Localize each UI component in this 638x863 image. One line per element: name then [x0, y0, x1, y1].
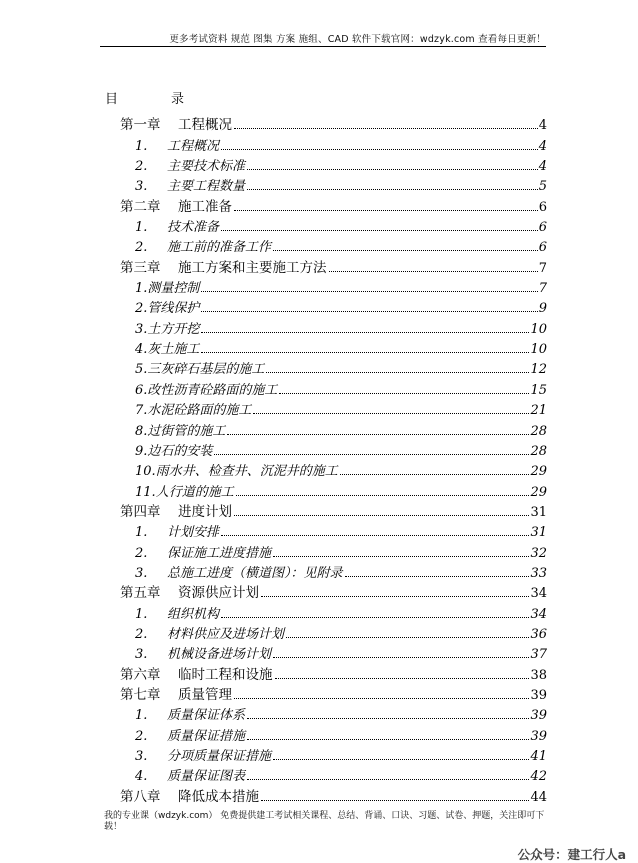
toc-entry-label: [120, 643, 273, 662]
toc-page-number: 10: [530, 342, 547, 358]
toc-page-number: 6: [538, 199, 547, 215]
toc-entry-label: [120, 318, 201, 337]
toc-entry[interactable]: [120, 540, 547, 560]
toc-entry-text: 分项质量保证措施: [167, 749, 272, 764]
toc-entry[interactable]: [120, 255, 547, 275]
toc-entry-label: [120, 420, 227, 439]
toc-entry-text: 施工前的准备工作: [167, 240, 272, 256]
toc-entry[interactable]: [120, 479, 547, 499]
toc-entry[interactable]: [120, 418, 547, 438]
toc-entry[interactable]: [120, 357, 547, 377]
toc-entry-number: 2.: [135, 240, 148, 256]
toc-leader-dots: [214, 454, 529, 455]
toc-leader-dots: [247, 189, 538, 190]
toc-entry-label: [120, 745, 273, 764]
toc-entry-label: [120, 379, 279, 398]
toc-entry-number: 9.: [135, 443, 148, 459]
toc-entry-number: 1.: [135, 138, 148, 154]
toc-page-number: 32: [530, 545, 547, 561]
toc-entry-number: 第二章: [120, 198, 161, 215]
toc-entry-label: [120, 135, 221, 154]
toc-entry-text: 材料供应及进场计划: [167, 626, 285, 642]
toc-entry-text: 保证施工进度措施: [167, 545, 272, 561]
toc-entry-number: 1.: [135, 606, 148, 622]
toc-leader-dots: [329, 271, 538, 272]
toc-entry-number: 8.: [135, 423, 148, 439]
toc-entry-text: 施工准备: [178, 198, 232, 215]
header-rule: [100, 46, 546, 47]
toc-page-number: 41: [530, 749, 547, 764]
toc-entry-label: [120, 440, 214, 459]
toc-entry[interactable]: [120, 520, 547, 540]
toc-entry-number: 11.: [135, 484, 156, 500]
toc-entry[interactable]: [120, 561, 547, 581]
toc-entry[interactable]: [120, 398, 547, 418]
toc-entry[interactable]: [120, 439, 547, 459]
toc-leader-dots: [275, 678, 530, 679]
toc-leader-dots: [201, 332, 529, 333]
toc-entry-number: 2.: [135, 545, 148, 561]
toc-entry[interactable]: [120, 683, 547, 703]
toc-entry[interactable]: [120, 500, 547, 520]
toc-entry-number: 第三章: [120, 259, 161, 276]
toc-page-number: 12: [530, 362, 547, 378]
toc-leader-dots: [221, 230, 538, 231]
toc-entry-number: 2.: [135, 159, 148, 175]
toc-page-number: 4: [538, 159, 547, 175]
toc-entry-number: 第七章: [120, 686, 161, 703]
toc-entry-label: [120, 358, 266, 377]
toc-entry-label: [120, 603, 221, 622]
toc-entry-number: 第八章: [120, 788, 161, 805]
toc-leader-dots: [201, 311, 537, 312]
toc-entry[interactable]: [120, 154, 547, 174]
toc-entry-label: [120, 338, 201, 357]
toc-leader-dots: [227, 434, 529, 435]
toc-entry-number: 7.: [135, 403, 148, 419]
toc-entry-text: 管线保护: [147, 301, 200, 317]
toc-entry-label: [120, 663, 275, 683]
toc-page-number: 28: [530, 443, 547, 459]
toc-entry-text: 工程概况: [178, 117, 232, 134]
toc-entry-number: 第六章: [120, 666, 161, 683]
toc-leader-dots: [221, 149, 538, 150]
toc-entry[interactable]: [120, 662, 547, 682]
toc-entry-number: 10.: [135, 464, 156, 480]
toc-entry[interactable]: [120, 194, 547, 214]
toc-entry-number: 1.: [135, 281, 148, 297]
toc-page-number: 6: [538, 240, 547, 256]
toc-page-number: 4: [538, 118, 547, 134]
toc-entry-number: 2.: [135, 301, 148, 317]
toc-entry-label: [120, 704, 247, 723]
toc-page-number: 28: [530, 423, 547, 439]
toc-entry-label: [120, 216, 221, 235]
toc-leader-dots: [201, 291, 537, 292]
toc-leader-dots: [253, 413, 529, 414]
toc-entry-number: 第五章: [120, 585, 161, 602]
toc-entry[interactable]: [120, 174, 547, 194]
toc-leader-dots: [201, 352, 529, 353]
toc-entry[interactable]: [120, 601, 547, 621]
toc-page-number: 7: [538, 281, 547, 297]
toc-entry-text: 水泥砼路面的施工: [147, 403, 252, 419]
toc-entry[interactable]: [120, 133, 547, 153]
toc-entry-number: 3.: [135, 647, 148, 663]
toc-leader-dots: [266, 372, 529, 373]
toc-entry-label: [120, 460, 340, 479]
toc-entry-label: [120, 399, 253, 418]
toc-leader-dots: [234, 515, 529, 516]
toc-entry-text: 质量保证措施: [167, 728, 246, 744]
toc-page-number: 39: [530, 708, 547, 724]
toc-leader-dots: [345, 576, 530, 577]
toc-entry-text: 边石的安装: [147, 443, 213, 459]
toc-entry[interactable]: [120, 622, 547, 642]
toc-leader-dots: [247, 739, 529, 740]
toc-entry-text: 施工方案和主要施工方法: [178, 259, 327, 276]
toc-page-number: 29: [530, 464, 547, 480]
toc-title-right: 录: [171, 92, 185, 107]
toc-entry-text: 雨水井、检查井、沉泥井的施工: [155, 464, 338, 480]
toc-entry-text: 组织机构: [167, 606, 220, 622]
toc-entry[interactable]: [120, 459, 547, 479]
page-footer: 我的专业课（wdzyk.com） 免费提供建工考试相关课程、总结、背诵、口诀、习题、试卷、押题，关注即可下载！: [104, 811, 545, 832]
toc-page-number: 36: [530, 626, 547, 642]
toc-entry-text: 主要工程数量: [167, 179, 246, 195]
toc-entry-number: 2.: [135, 626, 148, 642]
toc-leader-dots: [247, 718, 529, 719]
toc-entry-number: 1.: [135, 220, 148, 236]
toc-leader-dots: [234, 210, 538, 211]
toc-entry-text: 灰土施工: [147, 342, 200, 358]
toc-entry[interactable]: [120, 235, 547, 255]
toc-entry-number: 1.: [135, 708, 148, 724]
toc-page-number: 42: [530, 769, 547, 785]
toc-entry-text: 土方开挖: [147, 321, 200, 337]
toc-entry-number: 4.: [135, 769, 148, 785]
toc-page-number: 39: [530, 728, 547, 744]
toc-leader-dots: [261, 596, 529, 597]
toc-entry[interactable]: [120, 764, 547, 784]
toc-leader-dots: [247, 779, 529, 780]
toc-entry-text: 质量管理: [178, 686, 232, 703]
toc-entry-text: 人行道的施工: [155, 484, 234, 500]
toc-entry-number: 6.: [135, 382, 148, 398]
toc-entry[interactable]: [120, 723, 547, 743]
toc-entry[interactable]: [120, 316, 547, 336]
toc-page-number: 10: [530, 321, 547, 337]
toc-leader-dots: [234, 128, 538, 129]
toc-page-number: 44: [530, 789, 547, 805]
toc-entry-number: 4.: [135, 342, 148, 358]
toc-entry-text: 技术准备: [167, 220, 220, 236]
toc-entry-text: 过街管的施工: [147, 423, 226, 439]
toc-entry-number: 3.: [135, 565, 148, 581]
toc-leader-dots: [221, 535, 529, 536]
toc-entry-label: [120, 155, 247, 174]
toc-entry-text: 资源供应计划: [178, 585, 259, 602]
toc-entry-number: 2.: [135, 728, 148, 744]
toc-leader-dots: [286, 637, 529, 638]
toc-entry[interactable]: [120, 113, 547, 133]
toc-page-number: 21: [530, 403, 547, 419]
toc-entry-number: 第一章: [120, 117, 161, 134]
toc-entry-label: [120, 581, 261, 601]
toc-entry[interactable]: [120, 276, 547, 296]
toc-entry[interactable]: [120, 642, 547, 662]
toc-entry-number: 5.: [135, 362, 148, 378]
toc-entry[interactable]: [120, 581, 547, 601]
toc-page-number: 29: [530, 484, 547, 500]
toc-entry-label: [120, 113, 234, 133]
toc-entry-label: [120, 195, 234, 215]
toc-page-number: 34: [530, 586, 547, 602]
toc-entry-text: 总施工进度（横道图）：见附录: [167, 565, 343, 581]
toc-entry-label: [120, 481, 236, 500]
toc-leader-dots: [234, 698, 529, 699]
toc-entry-label: [120, 277, 201, 296]
toc-entry-label: [120, 256, 329, 276]
toc-leader-dots: [273, 250, 538, 251]
toc-page-number: 31: [530, 504, 547, 520]
toc-entry-text: 临时工程和设施: [178, 666, 273, 683]
toc-entry-text: 工程概况: [167, 138, 220, 154]
toc-leader-dots: [273, 759, 529, 760]
toc-entry[interactable]: [120, 296, 547, 316]
toc-entry-label: [120, 236, 273, 255]
toc-entry-text: 质量保证体系: [167, 708, 246, 724]
toc-page-number: 7: [538, 260, 547, 276]
page-header: 更多考试资料 规范 图集 方案 施组、CAD 软件下载官网：wdzyk.com 查看每日更新！: [169, 34, 546, 45]
toc-entry-text: 改性沥青砼路面的施工: [147, 382, 278, 398]
toc-entry[interactable]: [120, 215, 547, 235]
table-of-contents: [120, 113, 547, 805]
toc-entry[interactable]: [120, 784, 547, 804]
toc-leader-dots: [221, 617, 529, 618]
toc-leader-dots: [273, 657, 529, 658]
toc-entry-text: 测量控制: [147, 281, 200, 297]
toc-title-left: 目: [105, 92, 119, 107]
toc-entry-label: [120, 725, 247, 744]
toc-entry-label: [120, 562, 345, 581]
toc-entry-label: [120, 683, 234, 703]
toc-page-number: 39: [530, 687, 547, 703]
toc-entry-label: [120, 521, 221, 540]
toc-entry-text: 三灰碎石基层的施工: [147, 362, 265, 378]
toc-entry-number: 1.: [135, 525, 148, 541]
toc-page-number: 37: [530, 647, 547, 663]
toc-entry-label: [120, 785, 261, 805]
toc-entry-number: 3.: [135, 749, 148, 764]
toc-entry[interactable]: [120, 703, 547, 723]
toc-entry[interactable]: [120, 377, 547, 397]
toc-page-number: 9: [538, 301, 547, 317]
toc-entry-label: [120, 765, 247, 784]
watermark-text: 公众号：建工行人a: [517, 847, 626, 862]
toc-page-number: 31: [530, 525, 547, 541]
toc-title: [105, 88, 184, 107]
toc-page-number: 15: [530, 382, 547, 398]
toc-leader-dots: [261, 800, 529, 801]
toc-leader-dots: [236, 495, 530, 496]
toc-entry-label: [120, 542, 273, 561]
toc-page-number: 6: [538, 220, 547, 236]
toc-leader-dots: [247, 169, 538, 170]
toc-entry[interactable]: [120, 744, 547, 764]
toc-entry-text: 计划安排: [167, 525, 220, 541]
toc-page-number: 38: [530, 667, 547, 683]
toc-entry-label: [120, 623, 286, 642]
toc-leader-dots: [340, 474, 530, 475]
toc-entry-text: 机械设备进场计划: [167, 647, 272, 663]
toc-entry-number: 3.: [135, 321, 148, 337]
toc-leader-dots: [279, 393, 529, 394]
toc-entry-text: 进度计划: [178, 503, 232, 520]
toc-entry-text: 质量保证图表: [167, 769, 246, 785]
toc-entry-label: [120, 297, 201, 316]
toc-entry-label: [120, 500, 234, 520]
toc-page-number: 33: [530, 565, 547, 581]
toc-entry-text: 主要技术标准: [167, 159, 246, 175]
toc-entry-number: 第四章: [120, 503, 161, 520]
toc-entry[interactable]: [120, 337, 547, 357]
toc-page-number: 34: [530, 606, 547, 622]
toc-entry-number: 3.: [135, 179, 148, 195]
toc-page-number: 5: [538, 179, 547, 195]
toc-entry-label: [120, 175, 247, 194]
toc-leader-dots: [273, 556, 529, 557]
toc-page-number: 4: [538, 138, 547, 154]
toc-entry-text: 降低成本措施: [178, 788, 259, 805]
